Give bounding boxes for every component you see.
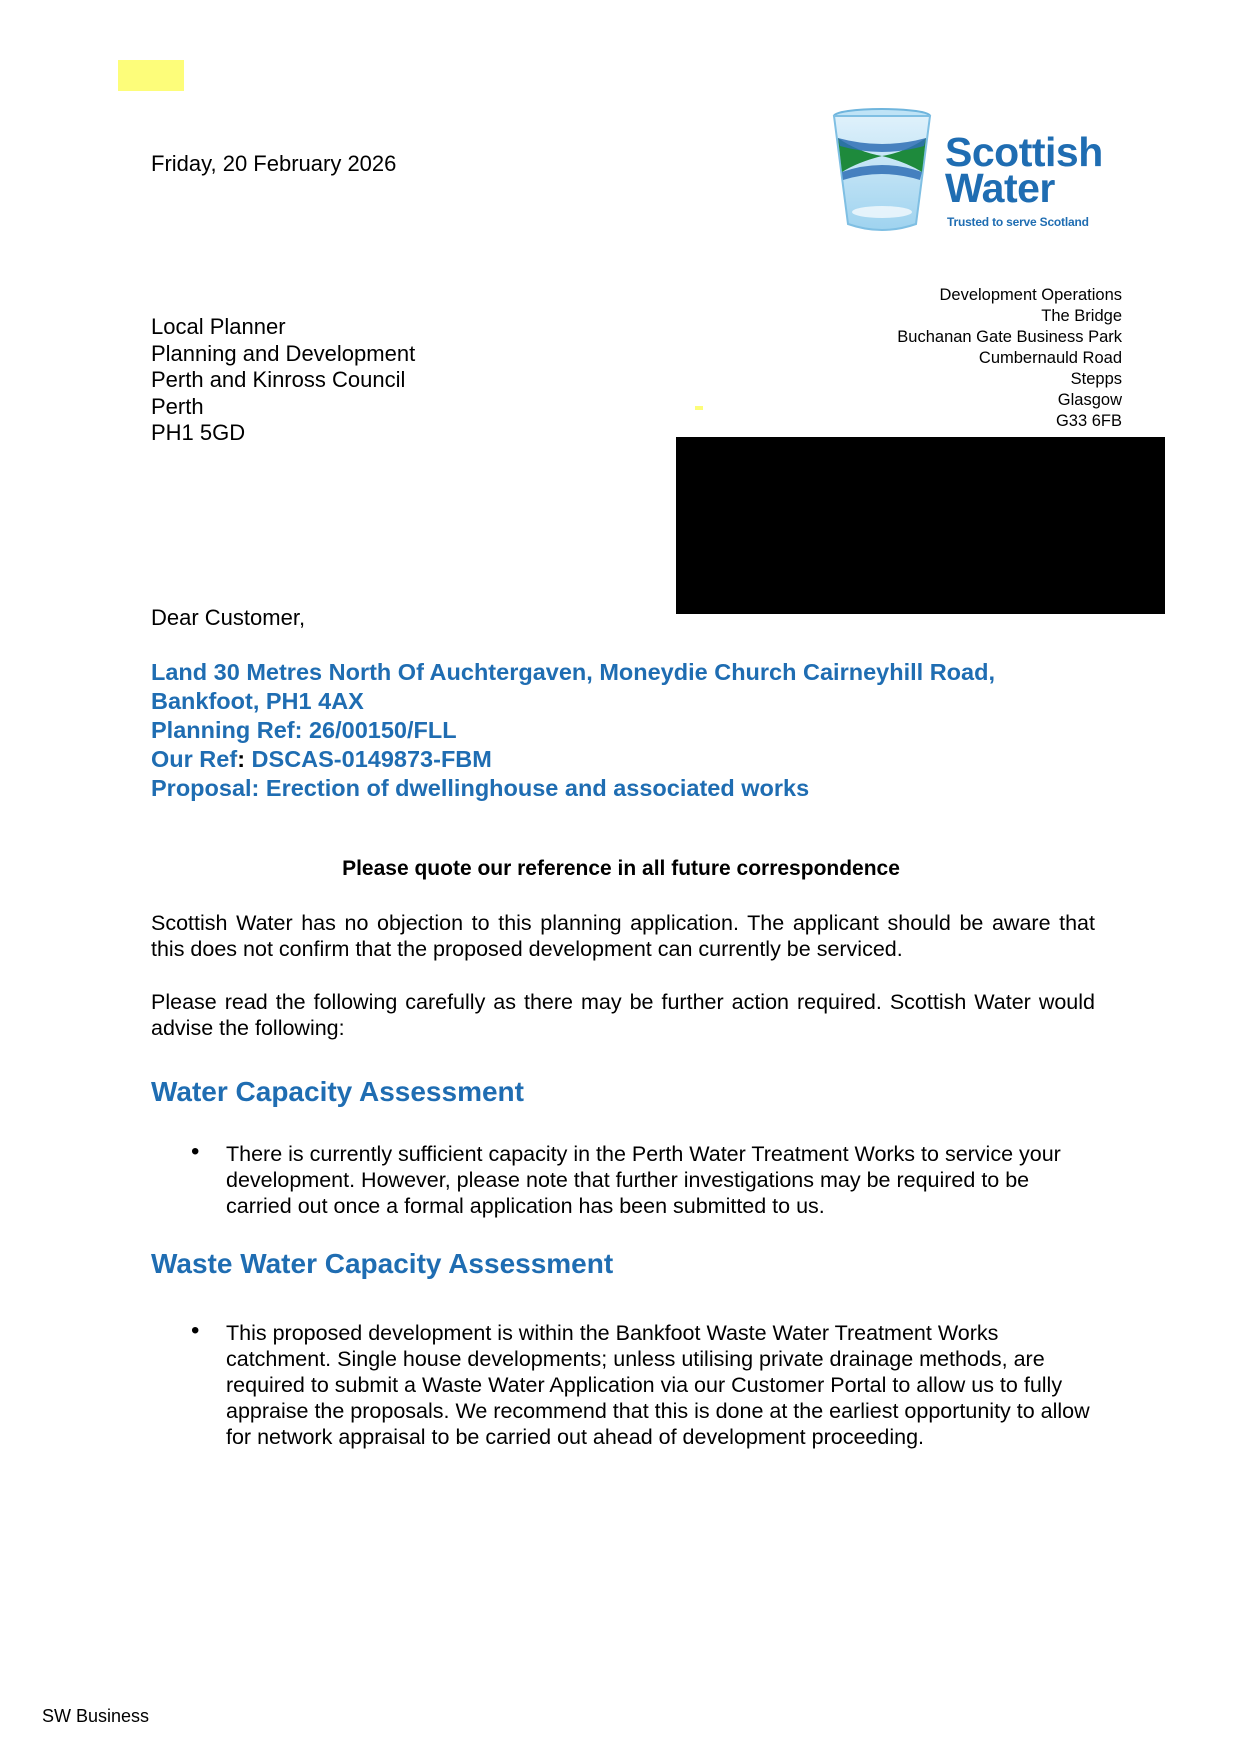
logo-tagline: Trusted to serve Scotland	[947, 215, 1089, 229]
footer-label: SW Business	[42, 1706, 150, 1726]
sender-address-line: Stepps	[1070, 370, 1122, 388]
scottish-water-logo	[828, 108, 1118, 238]
recipient-address-line: Perth	[151, 393, 204, 419]
sender-address	[897, 285, 1122, 432]
redaction-block	[676, 437, 1165, 614]
subject-block	[151, 658, 1101, 803]
logo-brand-line1: Scottish	[945, 129, 1103, 175]
proposal: Proposal: Erection of dwellinghouse and associated works	[151, 775, 810, 801]
recipient-address	[151, 314, 415, 447]
logo-brand-line2: Water	[945, 165, 1055, 211]
bullet-icon: •	[191, 1138, 200, 1165]
body-paragraph: Please read the following carefully as there may be further action required. Scottish Water would advise the following:	[151, 990, 1095, 1040]
highlight-dot	[695, 406, 703, 410]
bullet-item	[151, 1138, 1095, 1219]
subject-site-line: Bankfoot, PH1 4AX	[151, 688, 364, 714]
recipient-address-line: Perth and Kinross Council	[151, 367, 406, 392]
greeting: Dear Customer,	[151, 605, 306, 630]
letter-date: Friday, 20 February 2026	[151, 151, 397, 176]
sender-address-line: Buchanan Gate Business Park	[897, 328, 1122, 346]
sender-address-line: The Bridge	[1041, 307, 1122, 325]
our-reference	[151, 745, 1101, 774]
sender-address-line: G33 6FB	[1055, 412, 1122, 430]
bullet-text: This proposed development is within the Bankfoot Waste Water Treatment Works catchment. Single house developments; unless utilising private drainage methods, are required to submit a Waste Water Application via our Customer Portal to allow us to fully appraise the proposals. We recommend that this is done at the earliest opportunity to allow for network appraisal to be carried out ahead of development proceeding.	[226, 1321, 1090, 1449]
recipient-address-line: Planning and Development	[151, 340, 416, 366]
quote-reference-notice: Please quote our reference in all future correspondence	[342, 857, 900, 880]
bullet-text: There is currently sufficient capacity in the Perth Water Treatment Works to service your development. However, please note that further investigations may be required to be carried out once a formal application has been submitted to us.	[226, 1142, 1061, 1218]
section-heading: Waste Water Capacity Assessment	[151, 1248, 614, 1279]
water-glass-icon	[828, 108, 936, 236]
planning-reference: Planning Ref: 26/00150/FLL	[151, 717, 457, 743]
sender-address-line: Cumbernauld Road	[978, 349, 1122, 367]
recipient-address-line: PH1 5GD	[151, 420, 246, 445]
bullet-icon: •	[191, 1317, 200, 1344]
highlight-mark	[118, 60, 184, 91]
recipient-address-line: Local Planner	[151, 314, 286, 339]
bullet-item	[151, 1317, 1095, 1450]
our-reference-label: Our Ref	[151, 746, 238, 772]
sender-address-line: Glasgow	[1057, 391, 1122, 409]
logo-wordmark	[945, 129, 1103, 211]
our-reference-value: DSCAS-0149873-FBM	[245, 746, 492, 772]
our-reference-colon: :	[237, 746, 246, 772]
body-paragraph: Scottish Water has no objection to this planning application. The applicant should be aware that this does not confirm that the proposed development can currently be serviced.	[151, 911, 1095, 961]
sender-address-line: Development Operations	[939, 286, 1122, 304]
subject-site-line: Land 30 Metres North Of Auchtergaven, Moneydie Church Cairneyhill Road,	[151, 659, 995, 685]
section-heading: Water Capacity Assessment	[151, 1076, 524, 1107]
